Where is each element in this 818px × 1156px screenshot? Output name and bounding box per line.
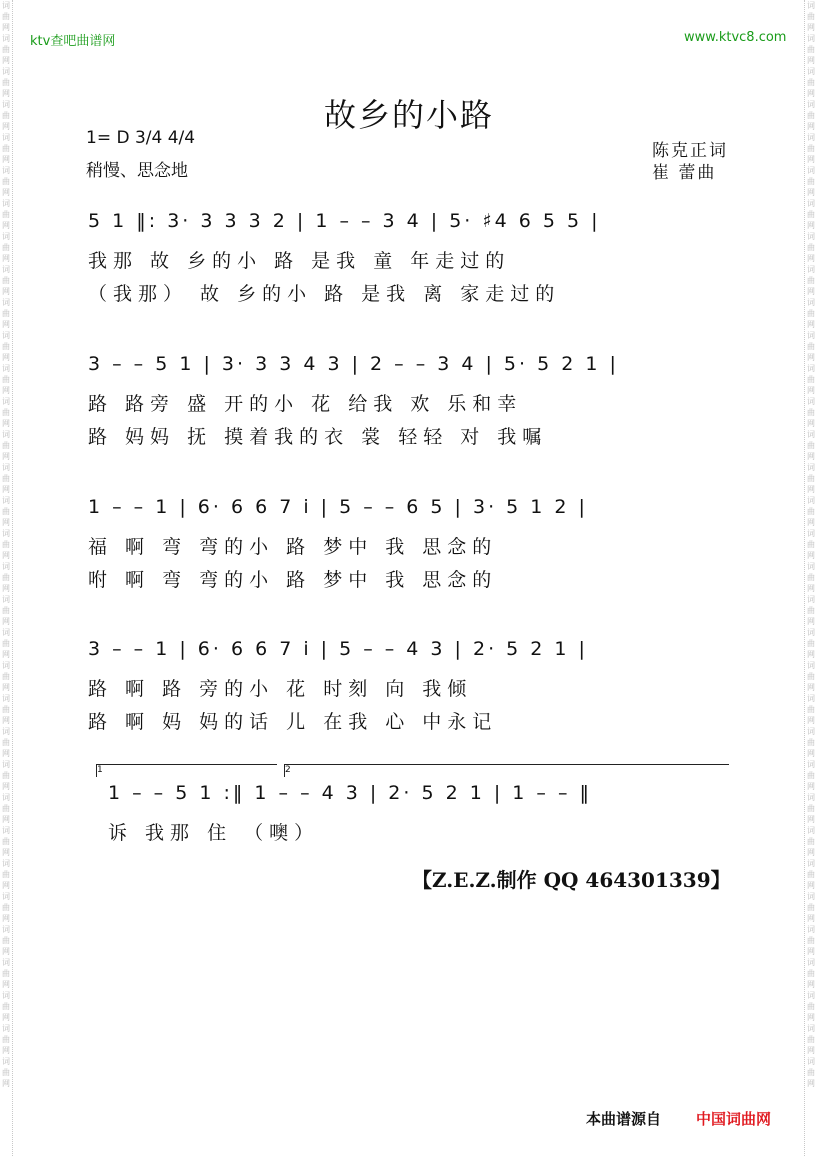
score-line-4-lyrics-verse1: 路 啊 路 旁的小 花 时刻 向 我倾 — [88, 678, 473, 700]
tempo-marking: 稍慢、思念地 — [86, 161, 188, 181]
score-line-3-lyrics-verse1: 福 啊 弯 弯的小 路 梦中 我 思念的 — [88, 536, 498, 558]
score-line-1-lyrics-verse2: （我那） 故 乡的小 路 是我 离 家走过的 — [88, 283, 561, 305]
source-label: 本曲谱源自 — [586, 1110, 662, 1128]
lyricist-credit: 陈克正词 — [652, 141, 728, 161]
source-brand: 中国词曲网 — [696, 1110, 772, 1128]
volta-bracket-2 — [284, 764, 729, 777]
score-line-1-notes: 5 1 ‖: 3· 3 3 3 2 | 1 – – 3 4 | 5· ♯4 6 5 5 | — [88, 210, 601, 232]
score-line-2-lyrics-verse2: 路 妈妈 抚 摸着我的衣 裳 轻轻 对 我嘱 — [88, 426, 548, 448]
arranger-credit: 【Z.E.Z.制作 QQ 464301339】 — [412, 868, 731, 892]
score-line-5 — [108, 782, 748, 845]
volta-1-label: 1 — [97, 765, 103, 775]
score-line-1 — [88, 210, 748, 306]
score-line-5-notes: 1 – – 5 1 :‖ 1 – – 4 3 | 2· 5 2 1 | 1 – – ‖ — [108, 782, 593, 804]
song-title: 故乡的小路 — [323, 96, 494, 134]
score-line-2-lyrics-verse1: 路 路旁 盛 开的小 花 给我 欢 乐和幸 — [88, 393, 523, 415]
volta-2-label: 2 — [285, 765, 291, 775]
score-line-3-lyrics-verse2: 咐 啊 弯 弯的小 路 梦中 我 思念的 — [88, 569, 498, 591]
site-name-left: ktv查吧曲谱网 — [30, 34, 116, 49]
score-line-3 — [88, 496, 748, 592]
right-watermark-text: 词曲网 词曲网 词曲网 词曲网 词曲网 词曲网 词曲网 词曲网 词曲网 词曲网 词曲网 词曲网 词曲网 词曲网 词曲网 词曲网 词曲网 词曲网 词曲网 词曲网 词曲网 词曲网 词曲网 词曲网 词曲网 词曲网 词曲网 词曲网 词曲网 词曲网 词曲网 词曲网 词曲网 — [807, 1, 815, 1088]
score-line-5-lyrics-verse1: 诉 我那 住 （噢） — [108, 822, 320, 844]
score-line-4-lyrics-verse2: 路 啊 妈 妈的话 儿 在我 心 中永记 — [88, 711, 498, 733]
left-watermark-strip — [0, 0, 13, 1156]
volta-bracket-1 — [96, 764, 277, 777]
key-signature: 1= D 3/4 4/4 — [86, 128, 196, 148]
score-line-2 — [88, 353, 748, 449]
score-line-3-notes: 1 – – 1 | 6· 6 6 7 i | 5 – – 6 5 | 3· 5 1 2 | — [88, 496, 588, 518]
left-watermark-text: 词曲网 词曲网 词曲网 词曲网 词曲网 词曲网 词曲网 词曲网 词曲网 词曲网 词曲网 词曲网 词曲网 词曲网 词曲网 词曲网 词曲网 词曲网 词曲网 词曲网 词曲网 词曲网 词曲网 词曲网 词曲网 词曲网 词曲网 词曲网 词曲网 词曲网 词曲网 词曲网 词曲网 — [2, 1, 10, 1088]
score-line-4-notes: 3 – – 1 | 6· 6 6 7 i | 5 – – 4 3 | 2· 5 2 1 | — [88, 638, 588, 660]
composer-credit: 崔 蕾曲 — [652, 163, 717, 183]
site-url-right: www.ktvc8.com — [684, 30, 787, 45]
score-line-2-notes: 3 – – 5 1 | 3· 3 3 4 3 | 2 – – 3 4 | 5· 5 2 1 | — [88, 353, 619, 375]
score-line-4 — [88, 638, 748, 734]
score-line-1-lyrics-verse1: 我那 故 乡的小 路 是我 童 年走过的 — [88, 250, 511, 272]
right-watermark-strip — [804, 0, 817, 1156]
